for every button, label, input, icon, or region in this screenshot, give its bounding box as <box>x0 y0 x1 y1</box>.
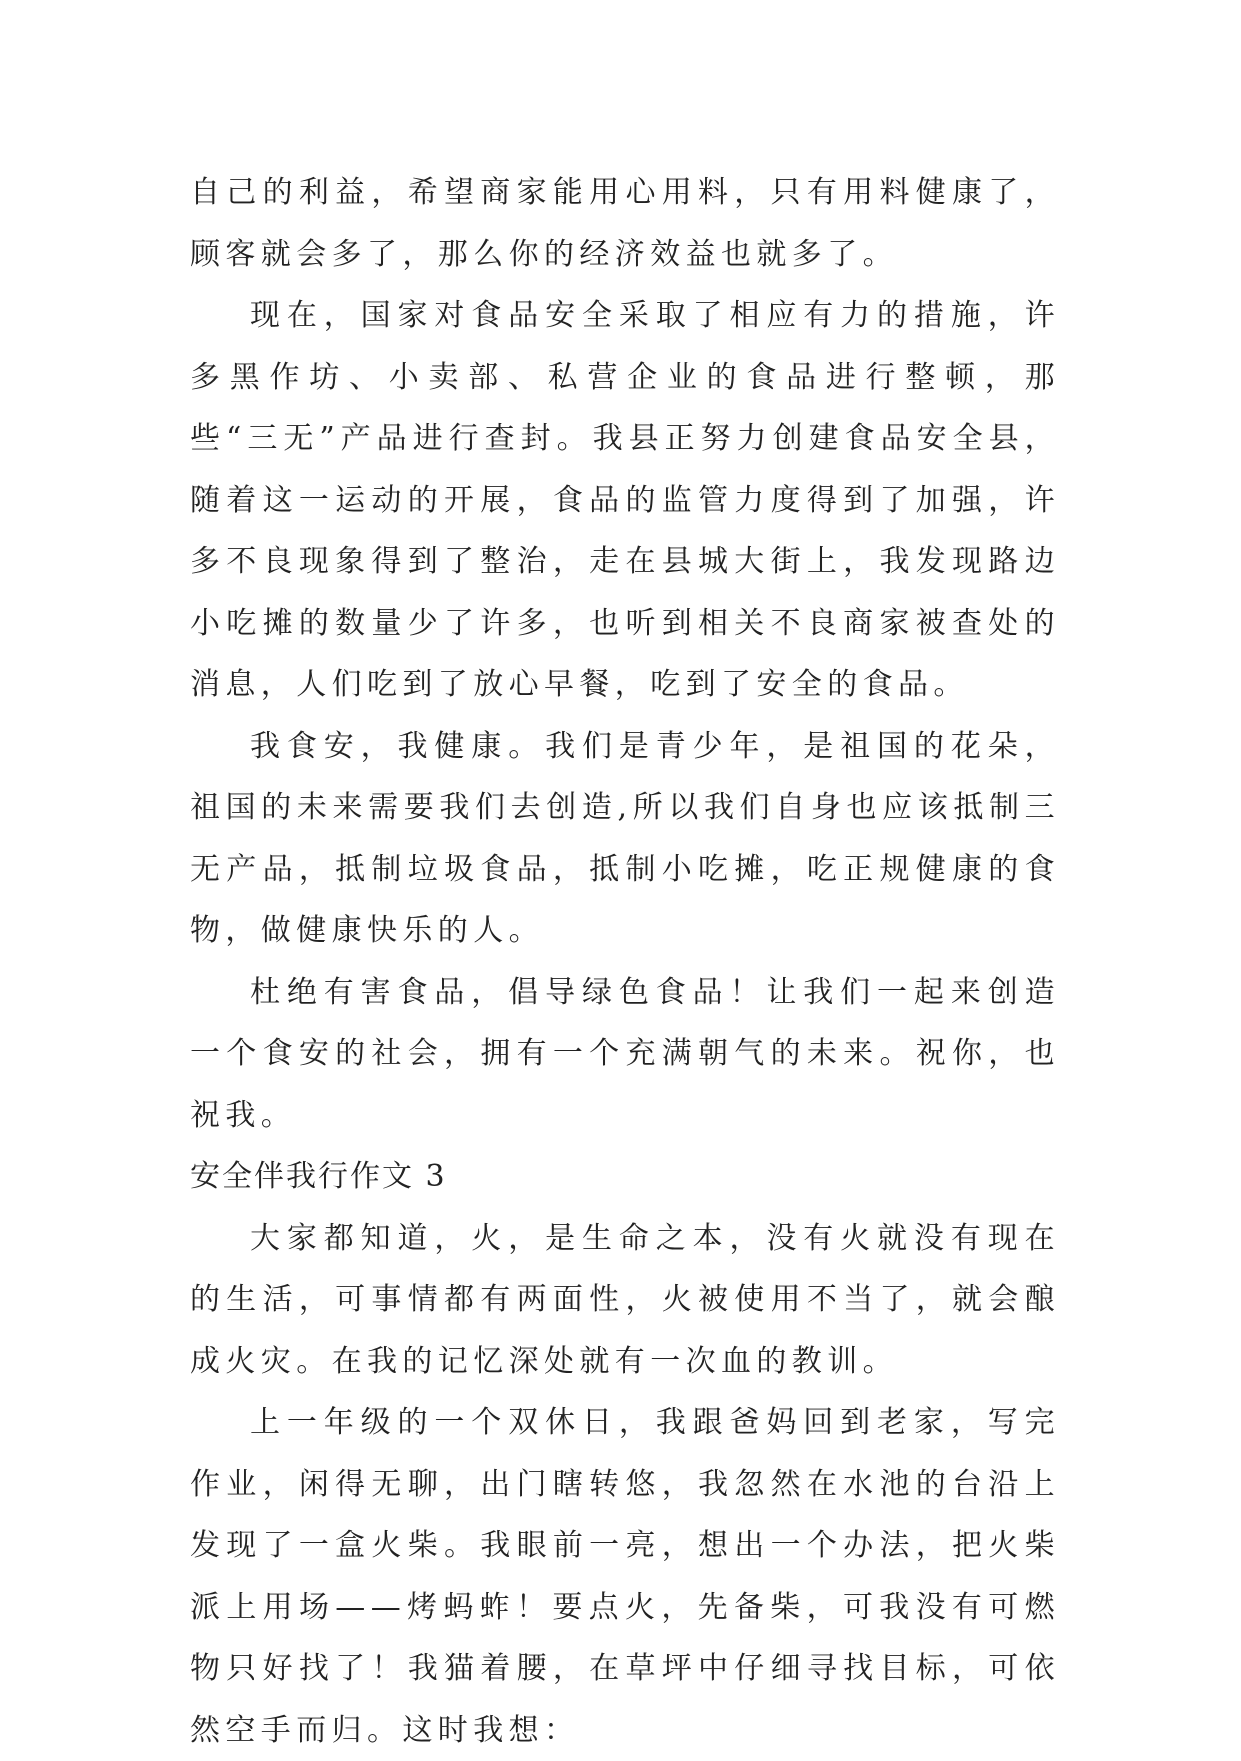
paragraph-green-food-call: 杜绝有害食品，倡导绿色食品！让我们一起来创造一个食安的社会，拥有一个充满朝气的未来。祝你，也祝我。 <box>190 974 1060 1133</box>
paragraph-fire-story: 上一年级的一个双休日，我跟爸妈回到老家，写完作业，闲得无聊，出门瞎转悠，我忽然在水池的台沿上发现了一盒火柴。我眼前一亮，想出一个办法，把火柴派上用场——烤蚂蚱！要点火，先备柴，可我没有可燃物只好找了！我猫着腰，在草坪中仔细寻找目标，可依然空手而归。这时我想： <box>190 1405 1060 1748</box>
paragraph-fire-intro: 大家都知道，火，是生命之本，没有火就没有现在的生活，可事情都有两面性，火被使用不当了，就会酿成火灾。在我的记忆深处就有一次血的教训。 <box>190 1220 1060 1379</box>
essay-heading-3: 安全伴我行作文 3 <box>190 1159 447 1194</box>
document-body <box>190 162 1060 1761</box>
paragraph-continuation: 自己的利益，希望商家能用心用料，只有用料健康了，顾客就会多了，那么你的经济效益也就多了。 <box>190 175 1060 272</box>
paragraph-food-safety-measures: 现在，国家对食品安全采取了相应有力的措施，许多黑作坊、小卖部、私营企业的食品进行整顿，那些“三无”产品进行查封。我县正努力创建食品安全县，随着这一运动的开展，食品的监管力度得到了加强，许多不良现象得到了整治，走在县城大街上，我发现路边小吃摊的数量少了许多，也听到相关不良商家被查处的消息，人们吃到了放心早餐，吃到了安全的食品。 <box>190 298 1060 702</box>
paragraph-youth-health: 我食安，我健康。我们是青少年，是祖国的花朵，祖国的未来需要我们去创造,所以我们自身也应该抵制三无产品，抵制垃圾食品，抵制小吃摊，吃正规健康的食物，做健康快乐的人。 <box>190 728 1060 948</box>
